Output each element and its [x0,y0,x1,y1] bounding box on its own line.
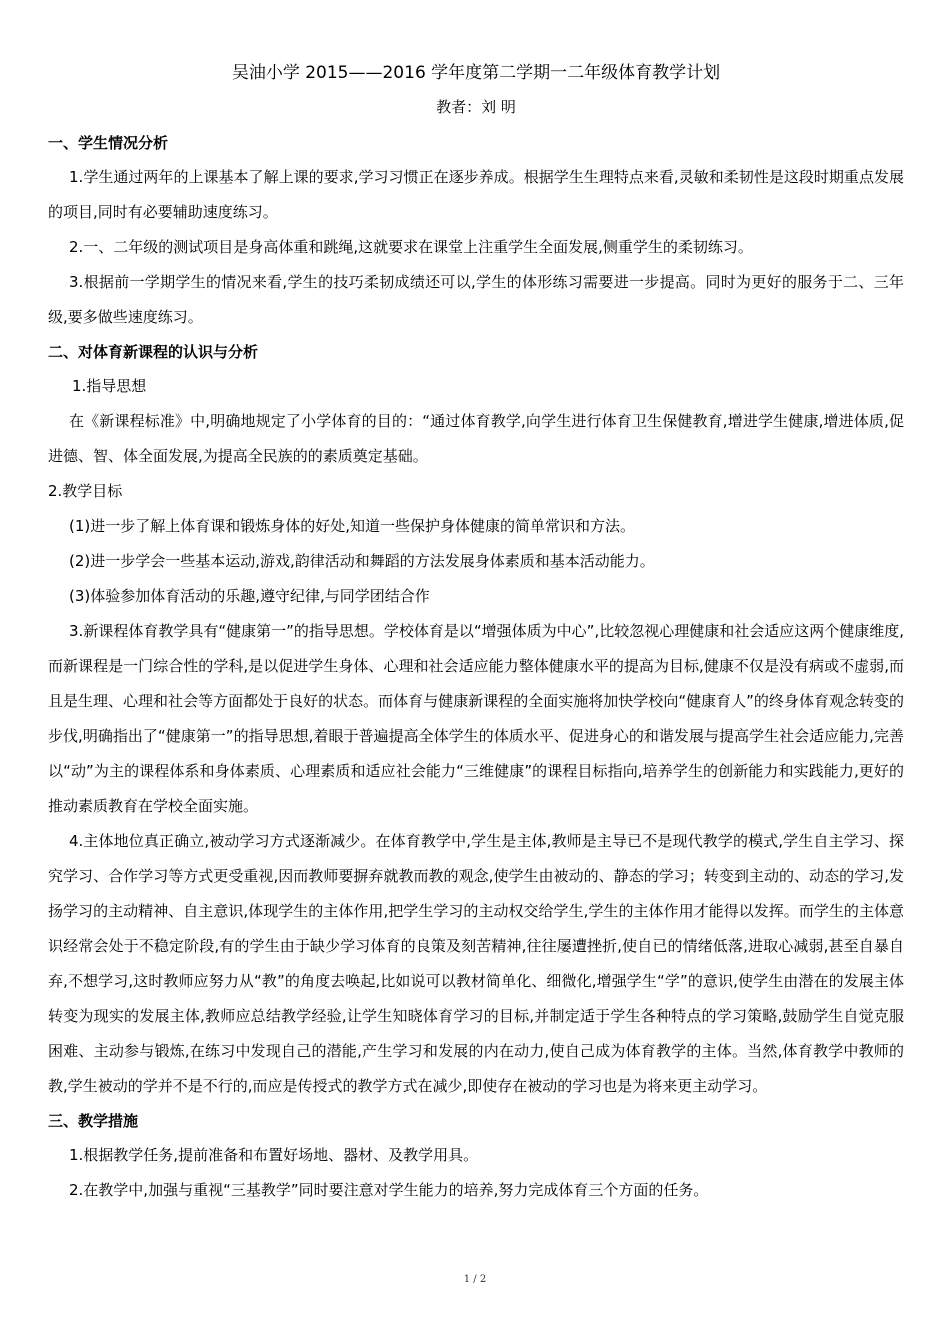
paragraph: 2.在教学中,加强与重视“三基教学”同时要注意对学生能力的培养,努力完成体育三个方面的任务。 [69,1181,709,1199]
paragraph: 2.一、二年级的测试项目是身高体重和跳绳,这就要求在课堂上注重学生全面发展,侧重学生的柔韧练习。 [69,238,753,256]
page-number: 1 / 2 [463,1274,487,1285]
document-title: 吴油小学 2015——2016 学年度第二学期一二年级体育教学计划 [231,63,721,83]
section-heading-teaching-measures: 三、教学措施 [48,1112,139,1130]
document-author: 教者：刘 明 [436,98,516,116]
goal-item: (1)进一步了解上体育课和锻炼身体的好处,知道一些保护身体健康的简单常识和方法。 [69,517,636,535]
section-heading-curriculum-analysis: 二、对体育新课程的认识与分析 [48,343,259,361]
goal-item: (3)体验参加体育活动的乐趣,遵守纪律,与同学团结合作 [69,587,430,605]
goal-item: (2)进一步学会一些基本运动,游戏,韵律活动和舞蹈的方法发展身体素质和基本活动能力。 [69,552,655,570]
paragraph: 在《新课程标准》中,明确地规定了小学体育的目的：“通过体育教学,向学生进行体育卫生保健教育,增进学生健康,增进体质,促进德、智、体全面发展,为提高全民族的的素质奠定基础。 [48,412,904,465]
document-page [48,56,904,1208]
section-heading-student-analysis: 一、学生情况分析 [48,134,169,152]
subheading-guiding-thought: 1.指导思想 [72,377,147,395]
paragraph: 1.根据教学任务,提前准备和布置好场地、器材、及教学用具。 [69,1146,479,1164]
subheading-teaching-goals: 2.教学目标 [48,482,123,500]
paragraph: 3.新课程体育教学具有“健康第一”的指导思想。学校体育是以“增强体质为中心”,比较忽视心理健康和社会适应这两个健康维度,而新课程是一门综合性的学科,是以促进学生身体、心理和社会适应能力整体健康水平的提高为目标,健康不仅是没有病或不虚弱,而且是生理、心理和社会等方面都处于良好的状态。而体育与健康新课程的全面实施将加快学校向“健康育人”的终身体育观念转变的步伐,明确指出了“健康第一”的指导思想,着眼于普遍提高全体学生的体质水平、促进身心的和谐发展与提高学生社会适应能力,完善以“动”为主的课程体系和身体素质、心理素质和适应社会能力“三维健康”的课程目标指向,培养学生的创新能力和实践能力,更好的推动素质教育在学校全面实施。 [48,622,904,815]
paragraph: 1.学生通过两年的上课基本了解上课的要求,学习习惯正在逐步养成。根据学生生理特点来看,灵敏和柔韧性是这段时期重点发展的项目,同时有必要辅助速度练习。 [48,168,904,221]
paragraph: 3.根据前一学期学生的情况来看,学生的技巧柔韧成绩还可以,学生的体形练习需要进一步提高。同时为更好的服务于二、三年级,要多做些速度练习。 [48,273,904,326]
paragraph: 4.主体地位真正确立,被动学习方式逐渐减少。在体育教学中,学生是主体,教师是主导已不是现代教学的模式,学生自主学习、探究学习、合作学习等方式更受重视,因而教师要摒弃就教而教的观念,使学生由被动的、静态的学习；转变到主动的、动态的学习,发扬学习的主动精神、自主意识,体现学生的主体作用,把学生学习的主动权交给学生,学生的主体作用才能得以发挥。而学生的主体意识经常会处于不稳定阶段,有的学生由于缺少学习体育的良策及刻苦精神,往往屡遭挫折,使自已的情绪低落,进取心减弱,甚至自暴自弃,不想学习,这时教师应努力从“教”的角度去唤起,比如说可以教材简单化、细微化,增强学生“学”的意识,使学生由潜在的发展主体转变为现实的发展主体,教师应总结教学经验,让学生知晓体育学习的目标,并制定适于学生各种特点的学习策略,鼓励学生自觉克服困难、主动参与锻炼,在练习中发现自己的潜能,产生学习和发展的内在动力,使自己成为体育教学的主体。当然,体育教学中教师的教,学生被动的学并不是不行的,而应是传授式的教学方式在减少,即使存在被动的学习也是为将来更主动学习。 [48,832,904,1095]
